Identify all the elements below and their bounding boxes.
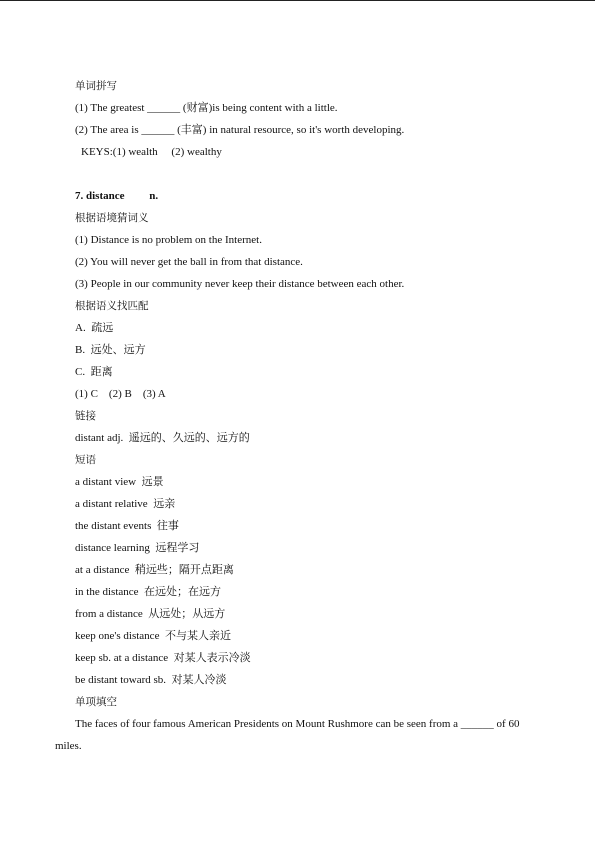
fill-heading: 单项填空 bbox=[75, 696, 117, 708]
spelling-question-2: (2) The area is ______ (丰富) in natural resource, so it's worth developing. bbox=[75, 124, 405, 136]
phrase-item: at a distance 稍远些；隔开点距离 bbox=[75, 564, 234, 576]
link-text: distant adj. 遥远的、久远的、远方的 bbox=[75, 432, 250, 444]
link-heading: 链接 bbox=[75, 410, 96, 422]
entry-title: 7. distance n. bbox=[75, 190, 159, 202]
match-heading: 根据语义找匹配 bbox=[75, 300, 149, 312]
phrase-item: from a distance 从远处；从远方 bbox=[75, 608, 226, 620]
phrase-item: a distant view 远景 bbox=[75, 476, 164, 488]
example-sentence-2: (2) You will never get the ball in from that distance. bbox=[75, 256, 303, 268]
option-c: C. 距离 bbox=[75, 366, 113, 378]
phrase-item: keep one's distance 不与某人亲近 bbox=[75, 630, 231, 642]
option-b: B. 远处、远方 bbox=[75, 344, 146, 356]
answer-keys: KEYS:(1) wealth (2) wealthy bbox=[81, 146, 222, 158]
phrase-item: a distant relative 远亲 bbox=[75, 498, 176, 510]
guess-heading: 根据语境猜词义 bbox=[75, 212, 149, 224]
spelling-heading: 单词拼写 bbox=[75, 80, 117, 92]
phrase-item: in the distance 在远处；在远方 bbox=[75, 586, 222, 598]
phrase-item: be distant toward sb. 对某人冷淡 bbox=[75, 674, 227, 686]
phrase-item: distance learning 远程学习 bbox=[75, 542, 200, 554]
fill-question: The faces of four famous American Presidents on Mount Rushmore can be seen from a ______ of 60 miles. bbox=[55, 718, 520, 752]
top-border-line bbox=[0, 0, 595, 1]
spelling-question-1: (1) The greatest ______ (财富)is being content with a little. bbox=[75, 102, 338, 114]
phrase-item: the distant events 往事 bbox=[75, 520, 179, 532]
phrase-heading: 短语 bbox=[75, 454, 96, 466]
phrase-item: keep sb. at a distance 对某人表示冷淡 bbox=[75, 652, 251, 664]
option-a: A. 疏远 bbox=[75, 322, 114, 334]
example-sentence-1: (1) Distance is no problem on the Internet. bbox=[75, 234, 262, 246]
example-sentence-3: (3) People in our community never keep their distance between each other. bbox=[75, 278, 405, 290]
match-answers: (1) C (2) B (3) A bbox=[75, 388, 166, 400]
